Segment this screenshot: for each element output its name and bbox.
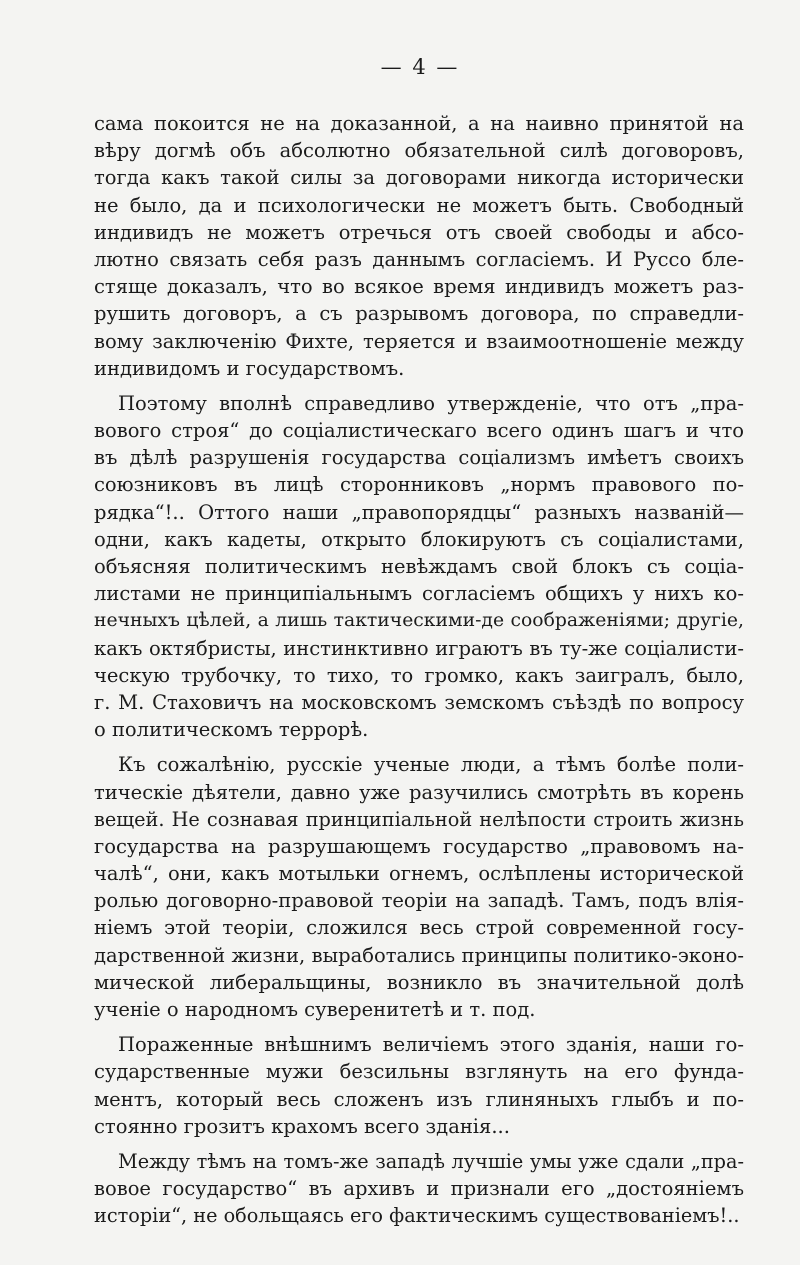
text-line: ролью договорно-правовой теоріи на западѣ. Тамъ, подъ влія- bbox=[94, 889, 744, 913]
text-line: не было, да и психологически не можетъ быть. Свободный bbox=[94, 193, 744, 217]
text-line: объясняя политическимъ невѣждамъ свой блокъ съ соціа- bbox=[94, 555, 744, 578]
text-line: ческую трубочку, то тихо, то громко, какъ заигралъ, было, bbox=[94, 663, 744, 687]
text-line: рушить договоръ, а съ разрывомъ договора, по справедли- bbox=[94, 302, 744, 326]
text-line: стяще доказалъ, что во всякое время индивидъ можетъ раз- bbox=[94, 275, 744, 299]
text-line: государства на разрушающемъ государство „правовомъ на- bbox=[94, 834, 744, 858]
text-line: сама покоится не на доказанной, а на наивно принятой на bbox=[94, 112, 744, 135]
text-line: какъ октябристы, инстинктивно играютъ въ ту-же соціалисти- bbox=[94, 636, 744, 660]
text-line: Къ сожалѣнію, русскіе ученые люди, а тѣмъ болѣе поли- bbox=[118, 753, 744, 777]
body-text bbox=[94, 110, 744, 1238]
text-line: стоянно грозитъ крахомъ всего зданія... bbox=[94, 1114, 510, 1138]
text-line: союзниковъ въ лицѣ сторонниковъ „нормъ правового по- bbox=[94, 473, 744, 497]
text-line: въ дѣлѣ разрушенія государства соціализмъ имѣетъ своихъ bbox=[94, 446, 744, 470]
text-line: тогда какъ такой силы за договорами никогда исторически bbox=[94, 166, 744, 190]
text-line: ученіе о народномъ суверенитетѣ и т. под. bbox=[94, 998, 536, 1021]
text-line: индивидъ не можетъ отречься отъ своей свободы и абсо- bbox=[94, 220, 744, 244]
text-line: мической либеральщины, возникло въ значительной долѣ bbox=[94, 970, 744, 994]
text-line: вѣру догмѣ объ абсолютно обязательной силѣ договоровъ, bbox=[94, 139, 744, 163]
text-line: нечныхъ цѣлей, а лишь тактическими-де соображеніями; другіе, bbox=[94, 610, 744, 632]
text-line: исторіи“, не обольщаясь его фактическимъ существованіемъ!.. bbox=[94, 1204, 740, 1228]
text-line: Поэтому вполнѣ справедливо утвержденіе, что отъ „пра- bbox=[118, 391, 744, 415]
text-line: вового строя“ до соціалистическаго всего одинъ шагъ и что bbox=[94, 419, 744, 443]
page-number: — 4 — bbox=[380, 55, 460, 79]
text-line: вещей. Не сознавая принципіальной нелѣпости строить жизнь bbox=[94, 807, 744, 831]
text-line: вому заключенію Фихте, теряется и взаимоотношеніе между bbox=[94, 329, 744, 353]
text-line: сударственные мужи безсильны взглянуть на его фунда- bbox=[94, 1060, 744, 1084]
text-line: Пораженные внѣшнимъ величіемъ этого зданія, наши го- bbox=[118, 1033, 744, 1057]
text-line: Между тѣмъ на томъ-же западѣ лучшіе умы уже сдали „пра- bbox=[118, 1149, 744, 1173]
text-line: чалѣ“, они, какъ мотыльки огнемъ, ослѣплены исторической bbox=[94, 862, 744, 886]
text-line: одни, какъ кадеты, открыто блокируютъ съ соціалистами, bbox=[94, 527, 744, 551]
text-line: лютно связать себя разъ даннымъ согласіемъ. И Руссо бле- bbox=[94, 247, 744, 271]
text-line: ніемъ этой теоріи, сложился весь строй современной госу- bbox=[94, 916, 744, 940]
text-line: тическіе дѣятели, давно уже разучились смотрѣть въ корень bbox=[94, 780, 744, 804]
text-line: дарственной жизни, выработались принципы политико-эконо- bbox=[94, 943, 744, 967]
paragraph bbox=[94, 110, 744, 382]
text-line: г. М. Стаховичъ на московскомъ земскомъ съѣздѣ по вопросу bbox=[94, 690, 744, 714]
text-line: о политическомъ террорѣ. bbox=[94, 718, 369, 742]
text-line: листами не принципіальнымъ согласіемъ общихъ у нихъ ко- bbox=[94, 582, 744, 606]
text-line: индивидомъ и государствомъ. bbox=[94, 356, 405, 380]
paragraph bbox=[94, 751, 744, 1023]
paragraph bbox=[94, 1148, 744, 1230]
text-line: вовое государство“ въ архивъ и признали его „достояніемъ bbox=[94, 1177, 744, 1201]
text-line: рядка“!.. Оттого наши „правопорядцы“ разныхъ названій— bbox=[94, 500, 744, 524]
text-line: ментъ, который весь сложенъ изъ глиняныхъ глыбъ и по- bbox=[94, 1087, 744, 1111]
paragraph bbox=[94, 390, 744, 743]
paragraph bbox=[94, 1031, 744, 1140]
